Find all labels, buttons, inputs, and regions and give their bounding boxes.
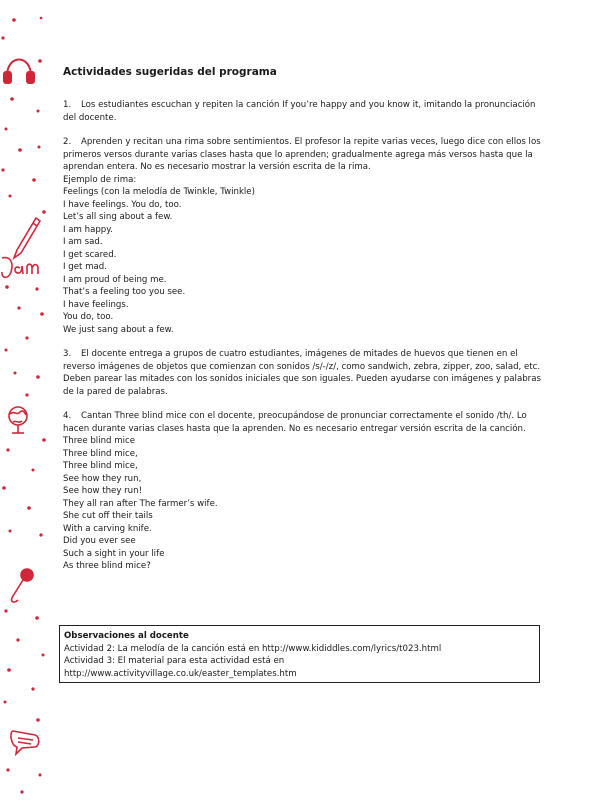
song-lines: [63, 435, 541, 573]
rhyme-lines: [63, 174, 541, 337]
activity-2-text: 2. Aprenden y recitan una rima sobre sentimientos. El profesor la repite varias veces, luego dice con ellos los primeros versos durante varias clases hasta que lo aprenden; gradualmente agrega más versos hasta que la aprendan entera. No es necesario mostrar la versión escrita de la rima.: [63, 137, 541, 172]
observation-url[interactable]: http://www.activityvillage.co.uk/easter_templates.htm: [64, 668, 297, 679]
microphone-icon: [12, 569, 33, 602]
activity-2-number: 2.: [63, 137, 72, 147]
observations-title: Observaciones al docente: [64, 631, 189, 641]
pencil-icon: [14, 218, 40, 258]
rhyme-line: I am sad.: [63, 237, 103, 247]
observation-line: Actividad 3: El material para esta actividad está en: [64, 656, 285, 666]
song-line: As three blind mice?: [63, 561, 151, 571]
activities-content: [63, 66, 541, 585]
song-line: Three blind mice,: [63, 461, 138, 471]
rhyme-line: We just sang about a few.: [63, 324, 174, 335]
activity-1-number: 1.: [63, 100, 72, 110]
margin-decoration: [0, 0, 60, 800]
rhyme-line: Let’s all sing about a few.: [63, 212, 173, 222]
activity-1-text: 1. Los estudiantes escuchan y repiten la canción If you’re happy and you know it, imitando la pronunciación del docente.: [63, 100, 536, 123]
rhyme-line: I have feelings.: [63, 299, 129, 310]
observation-line: Actividad 2: La melodía de la canción está en http://www.kididdles.com/lyrics/t023.html: [64, 643, 442, 654]
song-line: With a carving knife.: [63, 523, 152, 534]
globe-icon: [9, 407, 27, 433]
activity-3-text: 3. El docente entrega a grupos de cuatro estudiantes, imágenes de mitades de huevos que tienen en el reverso imágenes de objetos que comienzan con sonidos /s/-/z/, como sandwich, zebra, zipper, zoo, salad, etc. Deben parear las mitades con los sonidos iniciales que son iguales. Pueden ayudarse con imágenes y palabras de la pared de palabras.: [63, 349, 541, 397]
speech-bubble-icon: [11, 731, 39, 754]
rhyme-line: I get scared.: [63, 249, 117, 260]
activity-3-number: 3.: [63, 349, 72, 359]
jam-doodle-icon: [2, 258, 38, 278]
song-line: She cut off their tails: [63, 511, 153, 521]
song-line: Three blind mice,: [63, 448, 138, 459]
rhyme-line: You do, too.: [63, 312, 114, 322]
teacher-observations-box: [59, 625, 540, 683]
page-title: Actividades sugeridas del programa: [63, 66, 277, 78]
song-line: See how they run!: [63, 486, 143, 496]
rhyme-line: I have feelings. You do, too.: [63, 199, 182, 210]
song-line: See how they run,: [63, 473, 142, 484]
activity-4-text: 4. Cantan Three blind mice con el docente, preocupándose de pronunciar correctamente el sonido /th/. Lo hacen durante varias clases hasta que la aprenden. No es necesario entregar versión escrita de la canción.: [63, 411, 527, 434]
headphones-icon: [4, 60, 34, 84]
song-line: They all ran after The farmer’s wife.: [63, 498, 218, 509]
rhyme-line: Feelings (con la melodía de Twinkle, Twinkle): [63, 187, 255, 197]
rhyme-line: I am proud of being me.: [63, 274, 167, 285]
song-line: Did you ever see: [63, 536, 136, 546]
rhyme-line: I get mad.: [63, 262, 107, 272]
rhyme-line: That’s a feeling too you see.: [63, 287, 186, 297]
rhyme-line: I am happy.: [63, 224, 113, 235]
activity-4-number: 4.: [63, 411, 72, 421]
song-line: Such a sight in your life: [63, 548, 165, 559]
rhyme-line: Ejemplo de rima:: [63, 174, 137, 185]
song-line: Three blind mice: [63, 436, 135, 446]
